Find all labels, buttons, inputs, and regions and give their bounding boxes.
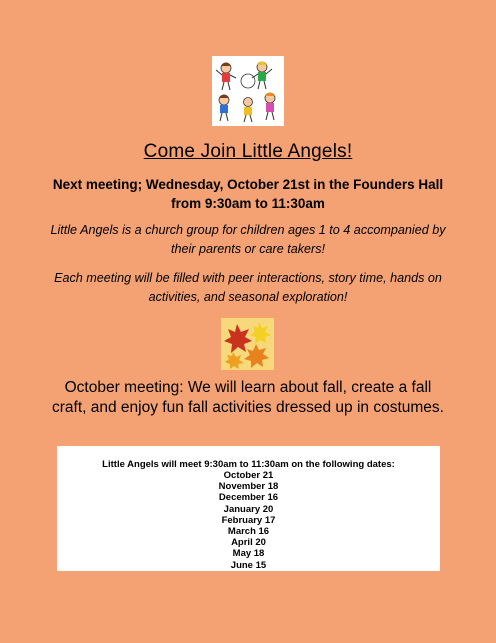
next-meeting-text: Next meeting; Wednesday, October 21st in the Founders Hall from 9:30am to 11:30am — [52, 177, 444, 211]
date-item: November 18 — [218, 481, 279, 493]
children-clipart — [212, 56, 284, 126]
october-meeting-text: October meeting: We will learn about fall, create a fall craft, and enjoy fun fall activities dressed up in costumes. — [51, 379, 444, 416]
meeting-activities: Each meeting will be filled with peer interactions, story time, hands on activities, and seasonal exploration! — [54, 271, 442, 304]
date-item: October 21 — [223, 470, 274, 481]
group-description: Little Angels is a church group for children ages 1 to 4 accompanied by their parents or care takers! — [50, 223, 446, 256]
date-item: April 20 — [231, 537, 266, 549]
date-item: March 16 — [227, 526, 270, 538]
date-item: February 17 — [221, 514, 276, 526]
date-item: June 15 — [230, 559, 267, 571]
dates-intro: Little Angels will meet 9:30am to 11:30am on the following dates: — [102, 459, 395, 470]
date-item: December 16 — [218, 492, 279, 504]
dates-list — [57, 470, 440, 571]
meeting-dates-box — [57, 446, 440, 571]
autumn-leaves-clipart — [221, 318, 274, 370]
date-item: January 20 — [223, 503, 274, 515]
date-item: May 18 — [232, 548, 265, 560]
flyer-title: Come Join Little Angels! — [143, 141, 353, 162]
